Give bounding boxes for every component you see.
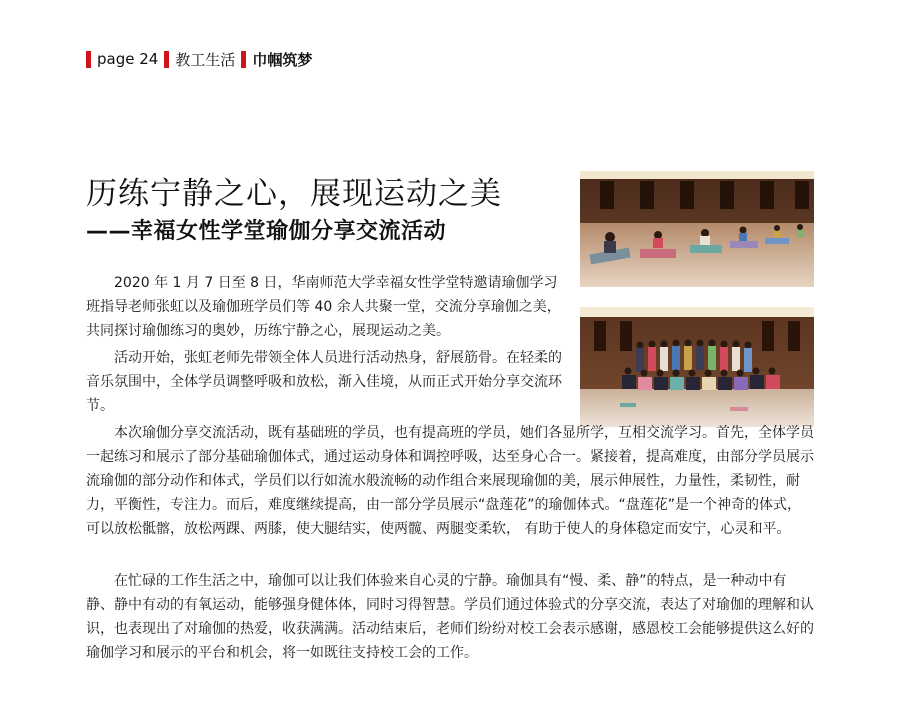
article-subtitle: ——幸福女性学堂瑜伽分享交流活动 — [86, 219, 447, 244]
yoga-class-illustration — [580, 171, 814, 287]
page-number: page 24 — [97, 50, 159, 68]
article-paragraph: 在忙碌的工作生活之中，瑜伽可以让我们体验来自心灵的宁静。瑜伽具有“慢、柔、静”的特点，是一种动中有静、静中有动的有氧运动，能够强身健体体，同时习得智慧。学员们通过体验式的分享交流，表达了对瑜伽的理解和认识，也表现出了对瑜伽的热爱，收获满满。活动结束后，老师们纷纷对校工会表示感谢，感恩校工会能够提供这么好的瑜伽学习和展示的平台和机会，将一如既往支持校工会的工作。 — [86, 573, 814, 661]
header-bar-marker — [86, 51, 91, 68]
yoga-class-photo — [580, 171, 814, 287]
article-paragraph: 活动开始，张虹老师先带领全体人员进行活动热身，舒展筋骨。在轻柔的音乐氛围中，全体学员调整呼吸和放松，渐入佳境，从而正式开始分享交流环节。 — [86, 350, 562, 414]
page-header — [86, 48, 318, 70]
article-title: 历练宁静之心，展现运动之美 — [86, 176, 502, 212]
header-bar-marker — [241, 51, 246, 68]
header-bar-marker — [164, 51, 169, 68]
article-paragraph: 2020 年 1 月 7 日至 8 日，华南师范大学幸福女性学堂特邀请瑜伽学习班指导老师张虹以及瑜伽班学员们等 40 余人共聚一堂，交流分享瑜伽之美，共同探讨瑜伽练习的奥妙，历练宁静之心，展现运动之美。 — [86, 275, 561, 339]
column-name: 巾帼筑梦 — [252, 50, 313, 69]
section-name: 教工生活 — [175, 50, 236, 69]
group-photo-illustration — [580, 307, 814, 427]
group-photo — [580, 307, 814, 427]
article-paragraph: 本次瑜伽分享交流活动，既有基础班的学员，也有提高班的学员，她们各显所学，互相交流学习。首先，全体学员一起练习和展示了部分基础瑜伽体式，通过运动身体和调控呼吸，达至身心合一。紧接着，提高难度，由部分学员展示流瑜伽的部分动作和体式，学员们以行如流水般流畅的动作组合来展现瑜伽的美，展示伸展性，力量性，柔韧性，耐力，平衡性，专注力。而后，难度继续提高，由一部分学员展示“盘莲花”的瑜伽体式。“盘莲花”是一个神奇的体式，可以放松骶髂，放松两踝、两膝，使大腿结实，使两髋、两腿变柔软， 有助于使人的身体稳定而安宁，心灵和平。 — [86, 425, 814, 537]
